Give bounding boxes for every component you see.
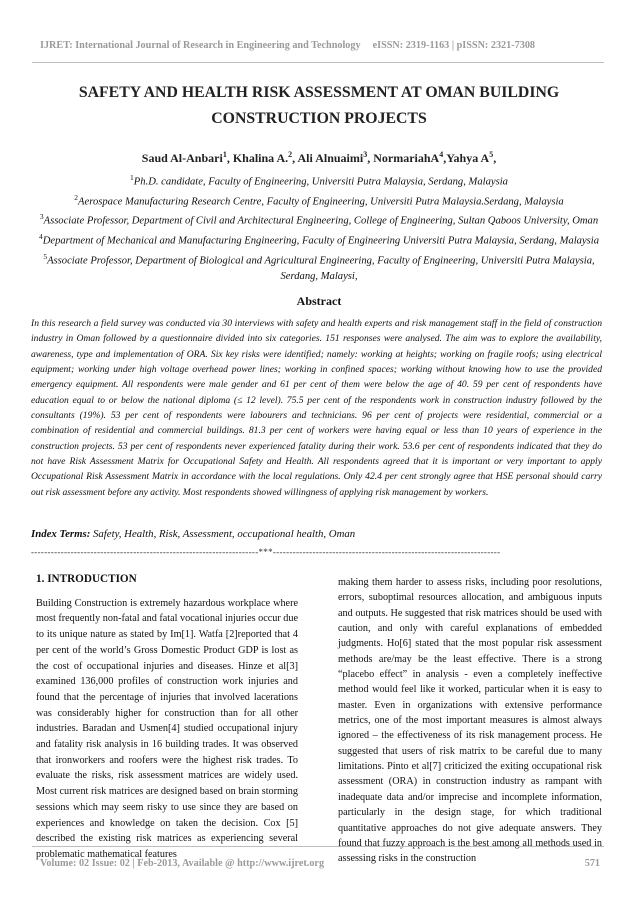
section-separator: ---------------------------------------------------------------------***--------------------------------------------------------------------- [31,547,501,557]
footer-volume: Volume: 02 Issue: 02 | Feb-2013, Available @ http://www.ijret.org [40,858,325,869]
footer-rule [32,846,604,847]
intro-paragraph-left: Building Construction is extremely hazardous workplace where most frequently non-fatal and fatal vocational injuries occur due to its unique nature as stated by Im[1]. Watfa [2]reported that 4 per cent of the world’s Gross Domestic Product GDP is lost as the cost of occupational injuries and diseases. Hinze et al[3] examined 136,000 profiles of construction work injuries and found that the percentage of injuries that involved lacerations was considerably higher for construction than for all other industries. Baradan and Usmen[4] studied occupational injury and fatality risk analysis in 16 building trades. It was observed that ironworkers and roofers were the highest risk trades. To evaluate the risks, risk assessment matrices are widely used. Most current risk matrices are designed based on brain storming sessions which may seem risky to use since they are based on experiences and knowledge on taken the decision. Cox [5] described the existing risk matrices as experiencing several problematic mathematical features [36,597,298,860]
abstract-heading: Abstract [296,294,342,308]
affiliation-text: Associate Professor, Department of Civil and Architectural Engineering, College of Engineering, Sultan Qaboos University, Oman [43,216,599,227]
author-name: Ali Alnuaimi [297,151,364,165]
header-rule [32,62,604,63]
affiliation-mark: 5 [43,251,48,261]
affiliation [24,249,614,284]
affiliation-text: Department of Mechanical and Manufacturing Engineering, Faculty of Engineering Universiti Putra Malaysia, Serdang, Malaysia [42,235,600,247]
journal-issn: eISSN: 2319-1163 | pISSN: 2321-7308 [372,40,536,51]
affiliation-text: Aerospace Manufacturing Research Centre, Faculty of Engineering, Universiti Putra Malaysia.Serdang, Malaysia [78,196,564,208]
author-affiliation-mark: 1 [222,150,227,159]
author-affiliation-mark: 2 [288,150,293,159]
affiliation-mark: 1 [130,173,134,182]
affiliation [24,229,614,249]
affiliation [24,190,614,210]
title-line-2: CONSTRUCTION PROJECTS [211,110,427,127]
author-affiliation-mark: 5 [489,150,494,159]
author-separator: , [443,151,447,165]
title-line-1: SAFETY AND HEALTH RISK ASSESSMENT AT OMAN BUILDING [78,84,560,101]
affiliation-text: Ph.D. candidate, Faculty of Engineering, Universiti Putra Malaysia, Serdang, Malaysia [133,176,508,188]
intro-paragraph-right: making them harder to assess risks, including poor resolutions, errors, suboptimal resources allocation, and ambiguous inputs and outputs. He suggested that risk matrices should be used with caution, and only with careful explanations of embedded judgments. Ho[6] stated that the most popular risk assessment methods are/may be the least effective. There is a strong “placebo effect” in analysis - even a completely ineffective method would feel like it worked, particular when it is easy to master. Even in organizations with extensive performance metrics, one of the most important measures is almost always ignored – the effectiveness of its risk management process. He suggested that users of risk matrix to be careful due to many limitations. Pinto et al[7] criticized the exiting occupational risk assessment (ORA) in construction industry as rampant with inadequate data and/or imprecise and incomplete information, particularly in the design stage, for which traditional quantitative approaches do not give adequate answers. They found that fuzzy approach is the best among all methods used in assessing risks in the construction [338,577,602,865]
author-separator: , [292,151,298,165]
author-name: Yahya A [446,151,490,165]
author-separator: , [367,151,374,165]
index-terms-label: Index Terms: [31,528,91,540]
left-column [36,572,298,863]
index-terms [31,528,602,540]
affiliation [24,170,614,190]
right-column [338,575,602,867]
author-separator: , [493,151,497,165]
affiliation-text: Associate Professor, Department of Biological and Agricultural Engineering, Faculty of Engineering, Universiti Putra Malaysia, Serdang, Malaysi, [47,255,595,282]
page-footer [40,858,600,869]
author-name: NormariahA [373,151,440,165]
affiliation [24,209,614,229]
journal-name: IJRET: International Journal of Research in Engineering and Technology [40,40,361,51]
abstract-text: In this research a field survey was conducted via 30 interviews with safety and health experts and risk management staff in the field of construction industry in Oman followed by a questionnaire divided into six categories. 151 responses were analysed. The aim was to explore the availability, awareness, type and implementation of ORA. Six key risks were identified; namely: working at heights; working on fragile roofs; using electrical equipment; working under high voltage overhead power lines; working in confined spaces; working without knowing how to use the provided emergency equipment. All respondents were male gender and 61 per cent of them were below the age of 40. 59 per cent of respondents have education equal to or below the national diploma (≤ 12 level). 75.5 per cent of the respondents work in construction industry followed by the consultants (19%). 53 per cent of respondents were labourers and technicians. 96 per cent of projects were residential, commercial or a combination of residential and commercial buildings. 81.3 per cent of workers were having equal or less than 10 years of experience in the construction projects. 53 per cent of respondents never experienced fatality during their work. 53.6 per cent of respondents indicated that they do not have Risk Assessment Matrix for Occupational Safety and Health. All respondents agreed that it is important or very important to apply Occupational Risk Assessment Matrix in accordance with the local regulations. Only 42.4 per cent strongly agree that HSE personal should carry out risk assessment before any activity. Most respondents showed willingness of applying risk management by workers. [31,318,602,498]
paper-title [30,80,608,132]
journal-header [40,40,600,51]
author-list [30,150,608,166]
author-affiliation-mark: 4 [439,150,444,159]
author-name: Khalina A. [232,151,289,165]
affiliation-mark: 3 [39,212,44,222]
section-heading: 1. INTRODUCTION [36,573,137,585]
page-number: 571 [584,858,600,869]
author-affiliation-mark: 3 [363,150,368,159]
author-separator: , [226,151,233,165]
index-terms-list: Safety, Health, Risk, Assessment, occupational health, Oman [90,528,356,540]
affiliation-mark: 2 [74,192,79,202]
affiliation-mark: 4 [38,232,43,242]
author-name: Saud Al-Anbari [141,151,223,165]
affiliation-list [24,170,614,284]
